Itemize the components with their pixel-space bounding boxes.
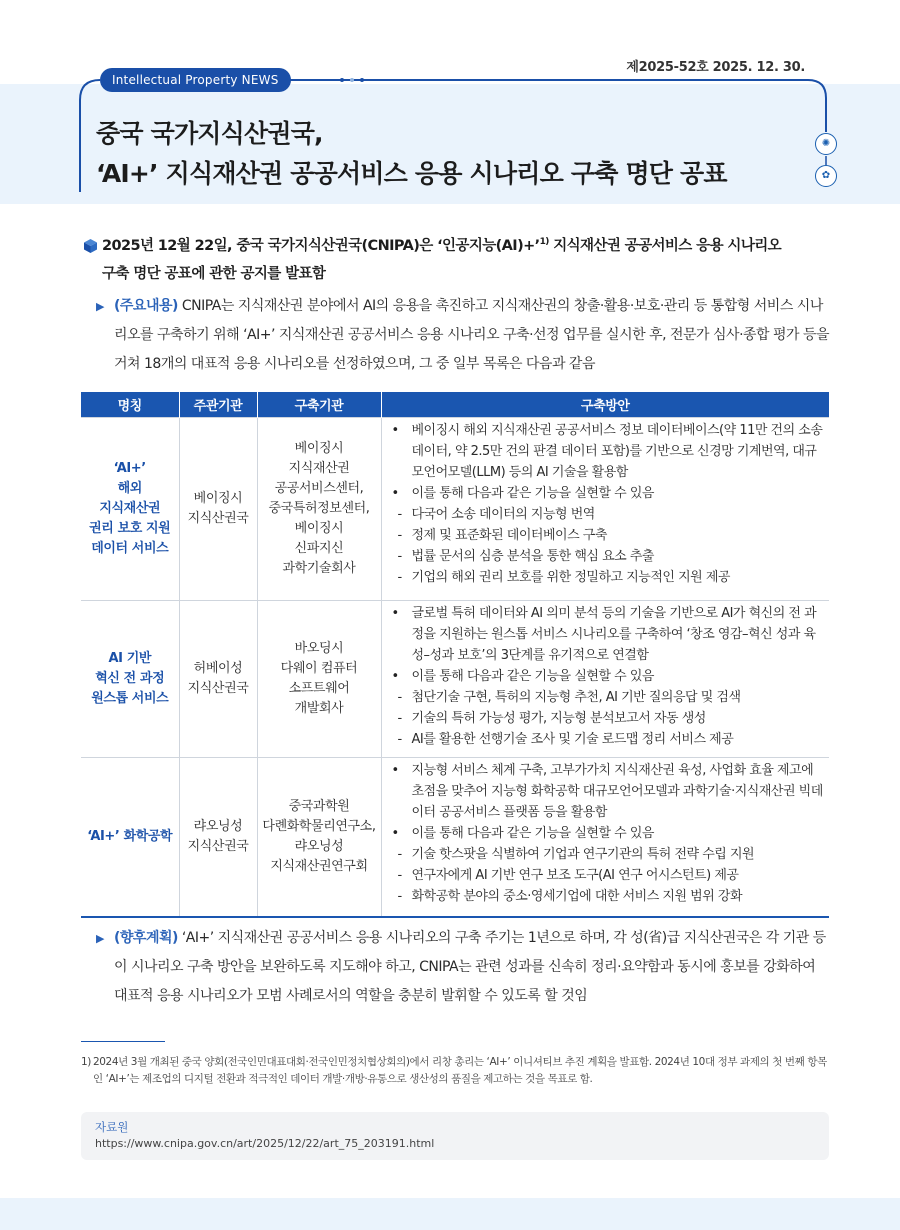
source-box (81, 1112, 829, 1160)
plan-bullet-item: • 글로벌 특허 데이터와 AI 의미 분석 등의 기술을 기반으로 AI가 혁신의 전 과정을 지원하는 원스톱 서비스 시나리오를 구축하여 ‘창조 영감–혁신 성과 육성–성과 보호’의 3단계를 유기적으로 연결함 (386, 603, 826, 666)
source-url[interactable]: https://www.cnipa.gov.cn/art/2025/12/22/art_75_203191.html (95, 1137, 435, 1150)
col-header-name: 명칭 (81, 392, 179, 417)
footnote-text: 2024년 3월 개최된 중국 양회(전국인민대표대회·전국인민정치협상회의)에서 리창 총리는 ‘AI+’ 이니셔티브 추진 계획을 발표함. 2024년 10대 정부 과제의 첫 번째 항목인 ‘AI+’는 제조업의 디지털 전환과 적극적인 데이터 개발·개방·유통으로 생산성의 품질을 제고하는 것을 목표로 함. (93, 1056, 827, 1085)
plan-bullet-item: • 이를 통해 다음과 같은 기능을 실현할 수 있음 (386, 823, 826, 844)
lead-line-2: 구축 명단 공표에 관한 공지를 발표함 (102, 266, 326, 282)
host-agency-cell: 베이징시 지식산권국 (179, 417, 257, 600)
issue-number: 제2025-52호 2025. 12. 30. (626, 60, 805, 75)
plan-dash-item: - 다국어 소송 데이터의 지능형 번역 (386, 504, 826, 525)
future-plan-text: ‘AI+’ 지식재산권 공공서비스 응용 시나리오의 구축 주기는 1년으로 하며, 각 성(省)급 지식산권국은 각 기관 등이 시나리오 구축 방안을 보완하도록 지도해야 하고, CNIPA는 관련 성과를 신속히 정리·요약함과 동시에 홍보를 강화하여 대표적 응용 시나리오가 모범 사례로서의 역할을 충분히 발휘할 수 있도록 할 것임 (114, 930, 826, 1004)
title-line-1: 중국 국가지식산권국, (96, 119, 323, 148)
plan-cell (381, 417, 829, 600)
page-title (96, 114, 816, 194)
triangle-bullet-icon: ▶ (96, 300, 104, 313)
plan-dash-item: - 연구자에게 AI 기반 연구 보조 도구(AI 연구 어시스턴트) 제공 (386, 865, 826, 886)
footnote-ref[interactable]: 1) (539, 237, 549, 248)
future-plan-paragraph (96, 924, 832, 1011)
cube-bullet-icon (84, 239, 97, 253)
plan-bullet-item: • 지능형 서비스 체계 구축, 고부가가치 지식재산권 육성, 사업화 효율 제고에 초점을 맞추어 지능형 화학공학 대규모언어모델과 과학기술·지식재산권 빅데이터 공공서비스 플랫폼 등을 활용함 (386, 760, 826, 823)
host-agency-cell: 허베이성 지식산권국 (179, 600, 257, 757)
lead-line-1: 2025년 12월 22일, 중국 국가지식산권국(CNIPA)은 ‘인공지능(AI)+’ (102, 238, 540, 254)
footnote-divider (81, 1041, 165, 1042)
footer-band (0, 1198, 900, 1230)
builder-cell: 중국과학원 다롄화학물리연구소, 랴오닝성 지식재산권연구회 (257, 757, 381, 917)
plan-cell (381, 757, 829, 917)
plan-dash-item: - AI를 활용한 선행기술 조사 및 기술 로드맵 정리 서비스 제공 (386, 729, 826, 750)
table-row (81, 600, 829, 757)
scenario-name-cell: ‘AI+’ 화학공학 (81, 757, 179, 917)
plan-bullet-item: • 이를 통해 다음과 같은 기능을 실현할 수 있음 (386, 666, 826, 687)
plan-dash-item: - 기업의 해외 권리 보호를 위한 정밀하고 지능적인 지원 제공 (386, 567, 826, 588)
future-plan-key: (향후계획) (114, 930, 178, 946)
col-header-builder: 구축기관 (257, 392, 381, 417)
lightbulb-icon: ✺ (815, 133, 837, 155)
main-content-key: (주요내용) (114, 298, 178, 314)
triangle-bullet-icon: ▶ (96, 932, 104, 945)
table-row (81, 757, 829, 917)
main-content-text: CNIPA는 지식재산권 분야에서 AI의 응용을 촉진하고 지식재산권의 창출·활용·보호·관리 등 통합형 서비스 시나리오를 구축하기 위해 ‘AI+’ 지식재산권 공공서비스 응용 시나리오 구축·선정 업무를 실시한 후, 전문가 심사·종합 평가 등을 거쳐 18개의 대표적 응용 시나리오를 선정하였으며, 그 중 일부 목록은 다음과 같음 (114, 298, 830, 372)
builder-cell: 바오딩시 다웨이 컴퓨터 소프트웨어 개발회사 (257, 600, 381, 757)
newsletter-badge: Intellectual Property NEWS (100, 68, 291, 92)
table-row (81, 417, 829, 600)
lead-line-1-cont: 지식재산권 공공서비스 응용 시나리오 (548, 238, 782, 254)
globe-icon: ✿ (815, 165, 837, 187)
plan-bullet-item: • 이를 통해 다음과 같은 기능을 실현할 수 있음 (386, 483, 826, 504)
host-agency-cell: 랴오닝성 지식산권국 (179, 757, 257, 917)
title-line-2: ‘AI+’ 지식재산권 공공서비스 응용 시나리오 구축 명단 공표 (96, 159, 727, 188)
plan-dash-item: - 정제 및 표준화된 데이터베이스 구축 (386, 525, 826, 546)
plan-cell (381, 600, 829, 757)
footnote-number: 1) (81, 1056, 91, 1068)
main-content-paragraph (96, 292, 832, 379)
builder-cell: 베이징시 지식재산권 공공서비스센터, 중국특허정보센터, 베이징시 신파지신 과학기술회사 (257, 417, 381, 600)
plan-dash-item: - 기술의 특허 가능성 평가, 지능형 분석보고서 자동 생성 (386, 708, 826, 729)
plan-dash-item: - 기술 핫스팟을 식별하여 기업과 연구기관의 특허 전략 수립 지원 (386, 844, 826, 865)
plan-dash-item: - 화학공학 분야의 중소·영세기업에 대한 서비스 지원 범위 강화 (386, 886, 826, 907)
scenario-name-cell: AI 기반 혁신 전 과정 원스톱 서비스 (81, 600, 179, 757)
plan-dash-item: - 첨단기술 구현, 특허의 지능형 추천, AI 기반 질의응답 및 검색 (386, 687, 826, 708)
col-header-host: 주관기관 (179, 392, 257, 417)
plan-dash-item: - 법률 문서의 심층 분석을 통한 핵심 요소 추출 (386, 546, 826, 567)
scenario-name-cell: ‘AI+’ 해외 지식재산권 권리 보호 지원 데이터 서비스 (81, 417, 179, 600)
source-label: 자료원 (95, 1120, 129, 1134)
plan-bullet-item: • 베이징시 해외 지식재산권 공공서비스 정보 데이터베이스(약 11만 건의 소송데이터, 약 2.5만 건의 판결 데이터 포함)를 기반으로 신경망 기계번역, 대규모언어모델(LLM) 등의 AI 기술을 활용함 (386, 420, 826, 483)
scenario-table (81, 392, 829, 918)
lead-summary (84, 232, 844, 288)
footnote (81, 1054, 831, 1088)
col-header-plan: 구축방안 (381, 392, 829, 417)
